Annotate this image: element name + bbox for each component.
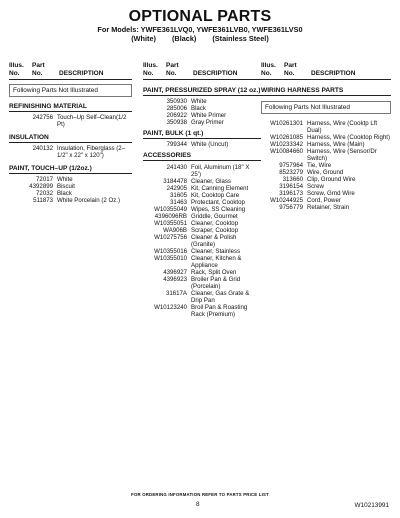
variant-stainless: (Stainless Steel) bbox=[212, 34, 269, 43]
part-row bbox=[261, 141, 391, 148]
part-number: 3196173 bbox=[279, 190, 303, 197]
part-row bbox=[143, 269, 261, 276]
part-description: Kit, Canning Element bbox=[191, 185, 249, 192]
part-number: W10244925 bbox=[270, 197, 303, 204]
accessories-list bbox=[143, 164, 261, 318]
page-title: OPTIONAL PARTS bbox=[128, 8, 272, 25]
part-row bbox=[143, 112, 261, 119]
part-number: W10123240 bbox=[154, 304, 187, 311]
part-description: White bbox=[57, 176, 73, 183]
part-number: W10261301 bbox=[270, 120, 303, 127]
spray-paint-list bbox=[143, 98, 261, 126]
part-row bbox=[261, 190, 391, 197]
part-description: Biscuit bbox=[57, 183, 75, 190]
part-description: White Porcelain (2 Oz.) bbox=[57, 197, 120, 204]
not-illustrated-notice: Following Parts Not Illustrated bbox=[9, 84, 132, 97]
part-row bbox=[143, 178, 261, 185]
part-number: 8523279 bbox=[279, 169, 303, 176]
part-row bbox=[9, 176, 132, 183]
part-description: Griddle, Gourmet bbox=[191, 213, 238, 220]
part-row bbox=[143, 304, 261, 318]
section-title: INSULATION bbox=[9, 134, 132, 143]
part-description: Cleaner, Gas Grate & Drip Pan bbox=[191, 290, 250, 304]
part-description: Foil, Aluminum (18" X 25') bbox=[191, 164, 250, 178]
part-description: Gray Primer bbox=[191, 119, 224, 126]
part-row bbox=[143, 220, 261, 227]
part-description: Black bbox=[191, 105, 206, 112]
column-1 bbox=[9, 62, 132, 204]
part-description: Cleaner, Kitchen & Appliance bbox=[191, 255, 242, 269]
part-number: 511873 bbox=[33, 197, 53, 204]
column-header: Illus. No. Part No. DESCRIPTION bbox=[143, 62, 261, 84]
part-description: Cleaner, Cooktop bbox=[191, 220, 239, 227]
part-row bbox=[143, 248, 261, 255]
wiring-harness-list bbox=[261, 120, 391, 211]
part-description: Harness, Wire (Main) bbox=[307, 141, 365, 148]
part-row bbox=[143, 105, 261, 112]
part-description: Broil Pan & Roasting Rack (Premium) bbox=[191, 304, 248, 318]
part-row bbox=[261, 162, 391, 169]
part-description: Tie, Wire bbox=[307, 162, 332, 169]
part-number: 31463 bbox=[170, 199, 187, 206]
variant-black: (Black) bbox=[172, 34, 197, 43]
header-rule bbox=[9, 79, 132, 80]
model-variants bbox=[0, 34, 400, 43]
part-row bbox=[143, 234, 261, 248]
part-number: WA906B bbox=[163, 227, 187, 234]
part-description: Wipes, SS Cleaning bbox=[191, 206, 246, 213]
part-number: 4396923 bbox=[163, 276, 187, 283]
part-number: 9757964 bbox=[279, 162, 303, 169]
part-row bbox=[143, 98, 261, 105]
part-row bbox=[143, 185, 261, 192]
part-number: W10355016 bbox=[154, 248, 187, 255]
section-title: PAINT, BULK (1 qt.) bbox=[143, 130, 261, 139]
part-number: W10355049 bbox=[154, 206, 187, 213]
part-number: 799344 bbox=[166, 141, 187, 148]
part-description: Harness, Wire (Cooktp Lft Dual) bbox=[307, 120, 378, 134]
column-3 bbox=[261, 62, 391, 211]
part-number: 313660 bbox=[282, 176, 303, 183]
header-rule bbox=[261, 79, 391, 80]
part-number: 4396096RB bbox=[154, 213, 187, 220]
part-row bbox=[261, 176, 391, 183]
part-row bbox=[143, 213, 261, 220]
part-number: 3184478 bbox=[163, 178, 187, 185]
part-number: W10355051 bbox=[154, 220, 187, 227]
part-number: 4392899 bbox=[29, 183, 53, 190]
section-title: ACCESSORIES bbox=[143, 152, 261, 161]
variant-white: (White) bbox=[131, 34, 156, 43]
part-description: Cleaner & Polish (Granite) bbox=[191, 234, 237, 248]
part-number: 72017 bbox=[36, 176, 53, 183]
part-row bbox=[143, 199, 261, 206]
part-description: Harness, Wire (Cooktop Right) bbox=[307, 134, 390, 141]
part-description: Broiler Pan & Grid (Porcelain) bbox=[191, 276, 241, 290]
part-number: 31617A bbox=[165, 290, 187, 297]
ordering-note: FOR ORDERING INFORMATION REFER TO PARTS PRICE LIST bbox=[131, 492, 269, 497]
part-description: Scraper, Cooktop bbox=[191, 227, 239, 234]
part-description: White Primer bbox=[191, 112, 227, 119]
part-number: W10261085 bbox=[270, 134, 303, 141]
part-number: 4396927 bbox=[163, 269, 187, 276]
part-row bbox=[143, 164, 261, 178]
part-description: Cord, Power bbox=[307, 197, 341, 204]
part-row bbox=[143, 290, 261, 304]
part-row bbox=[143, 119, 261, 126]
part-description: Black bbox=[57, 190, 72, 197]
part-row bbox=[143, 276, 261, 290]
part-description: Cleaner, Glass bbox=[191, 178, 231, 185]
part-number: 350938 bbox=[166, 119, 187, 126]
part-row bbox=[9, 114, 132, 128]
column-header: Illus. No. Part No. DESCRIPTION bbox=[9, 62, 132, 84]
part-row bbox=[261, 197, 391, 204]
part-number: 72032 bbox=[36, 190, 53, 197]
part-row bbox=[261, 134, 391, 141]
not-illustrated-notice: Following Parts Not Illustrated bbox=[261, 101, 391, 114]
page-number: 8 bbox=[196, 501, 200, 508]
part-description: White bbox=[191, 98, 207, 105]
part-description: Retainer, Strain bbox=[307, 204, 350, 211]
part-number: 285006 bbox=[166, 105, 187, 112]
bulk-paint-list bbox=[143, 141, 261, 148]
insulation-list bbox=[9, 145, 132, 159]
part-row bbox=[143, 192, 261, 199]
part-row bbox=[261, 204, 391, 211]
refinishing-list bbox=[9, 114, 132, 128]
part-description: Kit, Cooktop Care bbox=[191, 192, 240, 199]
part-description: Clip, Ground Wire bbox=[307, 176, 356, 183]
part-description: Touch–Up Self–Clean(1/2 Pt) bbox=[57, 114, 127, 128]
header-rule bbox=[143, 79, 261, 80]
part-description: Insulation, Fiberglass (2–1/2" x 22" x 120") bbox=[57, 145, 126, 159]
part-row bbox=[261, 183, 391, 190]
part-row bbox=[143, 227, 261, 234]
part-description: Screw, Grnd Wire bbox=[307, 190, 355, 197]
section-title: PAINT, PRESSURIZED SPRAY (12 oz.) bbox=[143, 87, 261, 94]
part-number: W10233342 bbox=[270, 141, 303, 148]
part-number: 242905 bbox=[166, 185, 187, 192]
part-row bbox=[9, 197, 132, 204]
part-description: Screw bbox=[307, 183, 324, 190]
part-number: 242756 bbox=[32, 114, 53, 121]
column-2 bbox=[143, 62, 261, 318]
part-row bbox=[9, 183, 132, 190]
document-number: W10213991 bbox=[354, 502, 389, 509]
part-number: 206922 bbox=[166, 112, 187, 119]
part-number: 241430 bbox=[166, 164, 187, 171]
part-row bbox=[9, 145, 132, 159]
section-title: PAINT, TOUCH–UP (1/2oz.) bbox=[9, 165, 132, 174]
part-row bbox=[261, 148, 391, 162]
part-description: Protectant, Cooktop bbox=[191, 199, 245, 206]
column-header: Illus. No. Part No. DESCRIPTION bbox=[261, 62, 391, 84]
model-list: For Models: YWFE361LVQ0, YWFE361LVB0, YWFE361LVS0 bbox=[97, 25, 303, 34]
part-number: 9756779 bbox=[279, 204, 303, 211]
part-number: 31605 bbox=[170, 192, 187, 199]
part-description: Rack, Split Oven bbox=[191, 269, 237, 276]
part-row bbox=[143, 141, 261, 148]
section-title: WIRING HARNESS PARTS bbox=[261, 87, 391, 96]
part-number: W10275756 bbox=[154, 234, 187, 241]
part-number: 240132 bbox=[32, 145, 53, 152]
part-row bbox=[143, 255, 261, 269]
part-row bbox=[261, 169, 391, 176]
part-description: White (Uncut) bbox=[191, 141, 229, 148]
part-row bbox=[261, 120, 391, 134]
part-number: W10084660 bbox=[270, 148, 303, 155]
part-description: Wire, Ground bbox=[307, 169, 344, 176]
part-number: 3196154 bbox=[279, 183, 303, 190]
part-number: W10355010 bbox=[154, 255, 187, 262]
section-title: REFINISHING MATERIAL bbox=[9, 103, 132, 112]
part-row bbox=[9, 190, 132, 197]
part-row bbox=[143, 206, 261, 213]
part-description: Harness, Wire (Sensor/Dr Switch) bbox=[307, 148, 377, 162]
part-description: Cleaner, Stainless bbox=[191, 248, 241, 255]
touchup-paint-list bbox=[9, 176, 132, 204]
part-number: 350930 bbox=[166, 98, 187, 105]
